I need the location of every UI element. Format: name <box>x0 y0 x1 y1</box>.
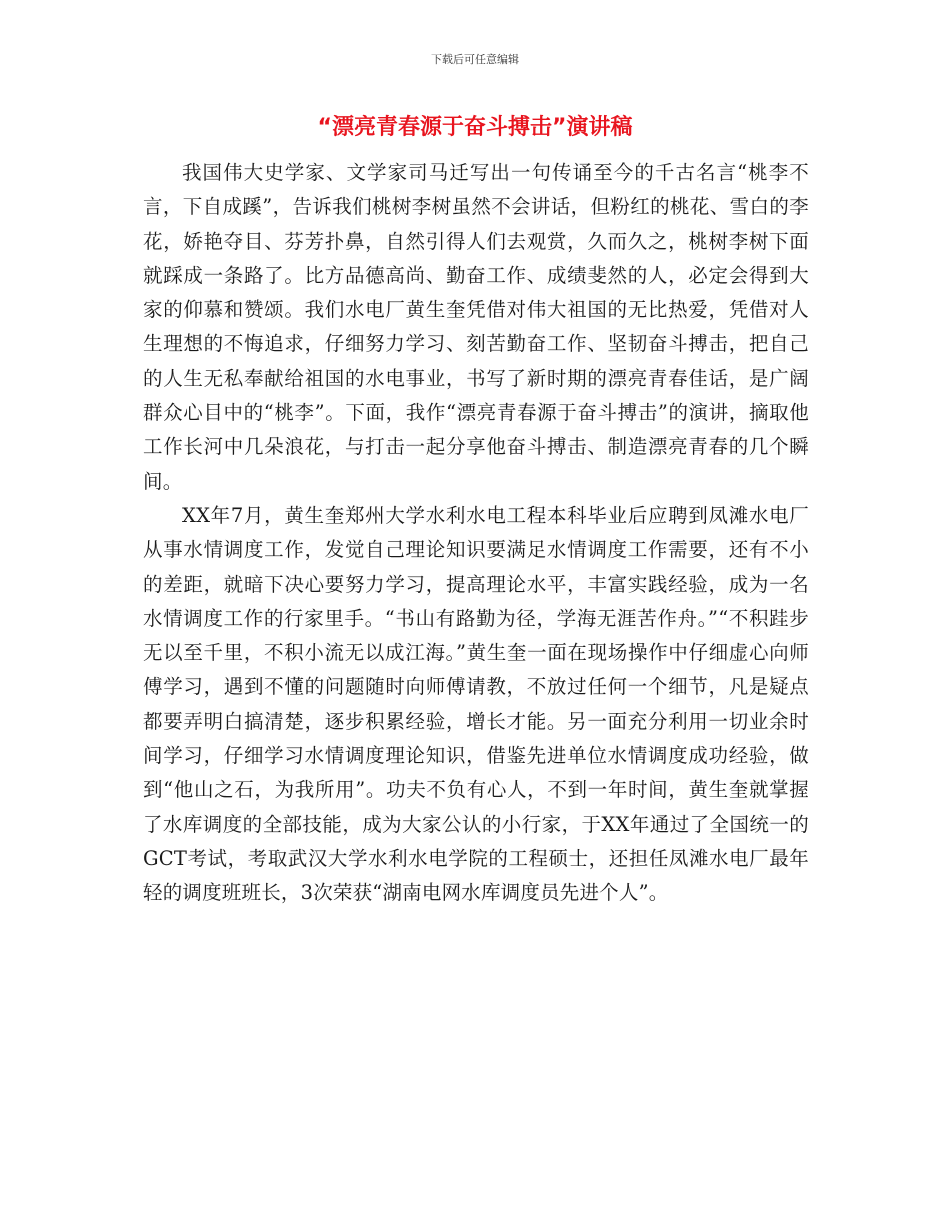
paragraph: 我国伟大史学家、文学家司马迁写出一句传诵至今的千古名言“桃李不言，下自成蹊”，告诉我们桃树李树虽然不会讲话，但粉红的桃花、雪白的李花，娇艳夺目、芬芳扑鼻，自然引得人们去观赏，久而久之，桃树李树下面就踩成一条路了。比方品德高尚、勤奋工作、成绩斐然的人，必定会得到大家的仰慕和赞颂。我们水电厂黄生奎凭借对伟大祖国的无比热爱，凭借对人生理想的不悔追求，仔细努力学习、刻苦勤奋工作、坚韧奋斗搏击，把自己的人生无私奉献给祖国的水电事业，书写了新时期的漂亮青春佳话，是广阔群众心目中的“桃李”。下面，我作“漂亮青春源于奋斗搏击”的演讲，摘取他工作长河中几朵浪花，与打击一起分享他奋斗搏击、制造漂亮青春的几个瞬间。 <box>143 161 809 493</box>
paragraph: XX年7月，黄生奎郑州大学水利水电工程本科毕业后应聘到凤滩水电厂从事水情调度工作，发觉自己理论知识要满足水情调度工作需要，还有不小的差距，就暗下决心要努力学习，提高理论水平，丰富实践经验，成为一名水情调度工作的行家里手。“书山有路勤为径，学海无涯苦作舟。”“不积跬步无以至千里，不积小流无以成江海。”黄生奎一面在现场操作中仔细虚心向师傅学习，遇到不懂的问题随时向师傅请教，不放过任何一个细节，凡是疑点都要弄明白搞清楚，逐步积累经验，增长才能。另一面充分利用一切业余时间学习，仔细学习水情调度理论知识，借鉴先进单位水情调度成功经验，做到“他山之石，为我所用”。功夫不负有心人，不到一年时间，黄生奎就掌握了水库调度的全部技能，成为大家公认的小行家，于XX年通过了全国统一的GCT考试，考取武汉大学水利水电学院的工程硕士，还担任凤滩水电厂最年轻的调度班班长，3次荣获“湖南电网水库调度员先进个人”。 <box>143 503 809 905</box>
header-note: 下载后可任意编辑 <box>431 53 519 66</box>
document-body <box>143 156 809 911</box>
document-title: “漂亮青春源于奋斗搏击”演讲稿 <box>317 115 633 140</box>
